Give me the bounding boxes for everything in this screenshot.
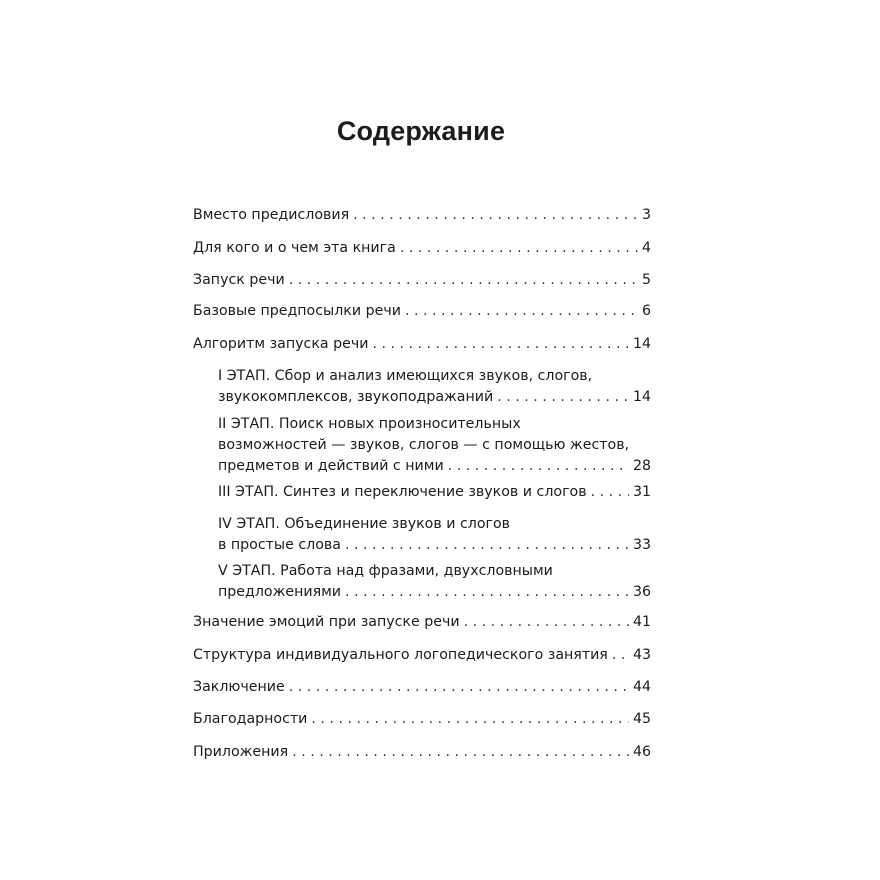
dot-leader	[368, 334, 629, 355]
toc-entry-text: Приложения	[193, 744, 289, 760]
toc-entry-stage-1[interactable]	[218, 366, 651, 408]
toc-page-number: 3	[641, 207, 651, 223]
dot-leader	[285, 677, 629, 698]
toc-page-number: 4	[641, 240, 651, 256]
toc-entry-text: IV ЭТАП. Объединение звуков и слогов	[218, 516, 511, 532]
toc-page-number: 44	[632, 679, 651, 695]
toc-entry-text: Алгоритм запуска речи	[193, 336, 369, 352]
toc-page-number: 5	[641, 272, 651, 288]
toc-entry-text: предметов и действий с ними	[218, 458, 444, 474]
toc-entry-algorithm[interactable]	[193, 334, 651, 355]
toc-entry-text: в простые слова	[218, 537, 341, 553]
toc-entry-stage-3[interactable]	[218, 482, 651, 503]
toc-entry-text: I ЭТАП. Сбор и анализ имеющихся звуков, слогов,	[218, 368, 593, 384]
toc-entry-text: III ЭТАП. Синтез и переключение звуков и слогов	[218, 484, 587, 500]
toc-page-number: 6	[641, 303, 651, 319]
dot-leader	[460, 612, 629, 633]
toc-page-number: 41	[632, 614, 651, 630]
toc-entry-text: Структура индивидуального логопедического занятия	[193, 647, 608, 663]
dot-leader	[493, 387, 629, 408]
toc-page-number: 14	[632, 336, 651, 352]
toc-page-number: 43	[632, 647, 651, 663]
toc-entry-text: Значение эмоций при запуске речи	[193, 614, 460, 630]
dot-leader	[401, 301, 638, 322]
dot-leader	[349, 205, 638, 226]
toc-entry-audience[interactable]	[193, 238, 651, 259]
dot-leader	[608, 645, 629, 666]
toc-entry-stage-4[interactable]	[218, 514, 651, 556]
toc-page-number: 45	[632, 711, 651, 727]
toc-entry-acknowledgements[interactable]	[193, 709, 651, 730]
toc-entry-emotions[interactable]	[193, 612, 651, 633]
dot-leader	[341, 535, 629, 556]
toc-entry-appendices[interactable]	[193, 742, 651, 763]
toc-entry-foreword[interactable]	[193, 205, 651, 226]
dot-leader	[444, 456, 629, 477]
toc-page-number: 28	[632, 458, 651, 474]
toc-entry-stage-2[interactable]	[218, 414, 651, 477]
toc-page-number: 33	[632, 537, 651, 553]
toc-entry-lesson-structure[interactable]	[193, 645, 651, 666]
toc-entry-text: II ЭТАП. Поиск новых произносительных	[218, 416, 521, 432]
dot-leader	[307, 709, 629, 730]
toc-page-number: 36	[632, 584, 651, 600]
toc-entry-text: Для кого и о чем эта книга	[193, 240, 396, 256]
toc-entry-text: звукокомплексов, звукоподражаний	[218, 389, 494, 405]
toc-entry-speech-launch[interactable]	[193, 270, 651, 291]
toc-entry-text: Базовые предпосылки речи	[193, 303, 401, 319]
toc-entry-prerequisites[interactable]	[193, 301, 651, 322]
toc-entry-text: V ЭТАП. Работа над фразами, двухсловными	[218, 563, 553, 579]
toc-entry-stage-5[interactable]	[218, 561, 651, 603]
dot-leader	[396, 238, 638, 259]
toc-entry-text: возможностей — звуков, слогов — с помощью жестов,	[218, 437, 630, 453]
toc-page-number: 31	[632, 484, 651, 500]
toc-entry-text: предложениями	[218, 584, 342, 600]
dot-leader	[288, 742, 629, 763]
toc-page-number: 14	[632, 389, 651, 405]
dot-leader	[285, 270, 638, 291]
dot-leader	[341, 582, 629, 603]
toc-entry-text: Запуск речи	[193, 272, 285, 288]
toc-entry-text: Благодарности	[193, 711, 308, 727]
toc-page-number: 46	[632, 744, 651, 760]
dot-leader	[587, 482, 629, 503]
toc-entry-conclusion[interactable]	[193, 677, 651, 698]
toc-entry-text: Вместо предисловия	[193, 207, 350, 223]
page-title: Содержание	[336, 116, 506, 146]
toc-entry-text: Заключение	[193, 679, 285, 695]
